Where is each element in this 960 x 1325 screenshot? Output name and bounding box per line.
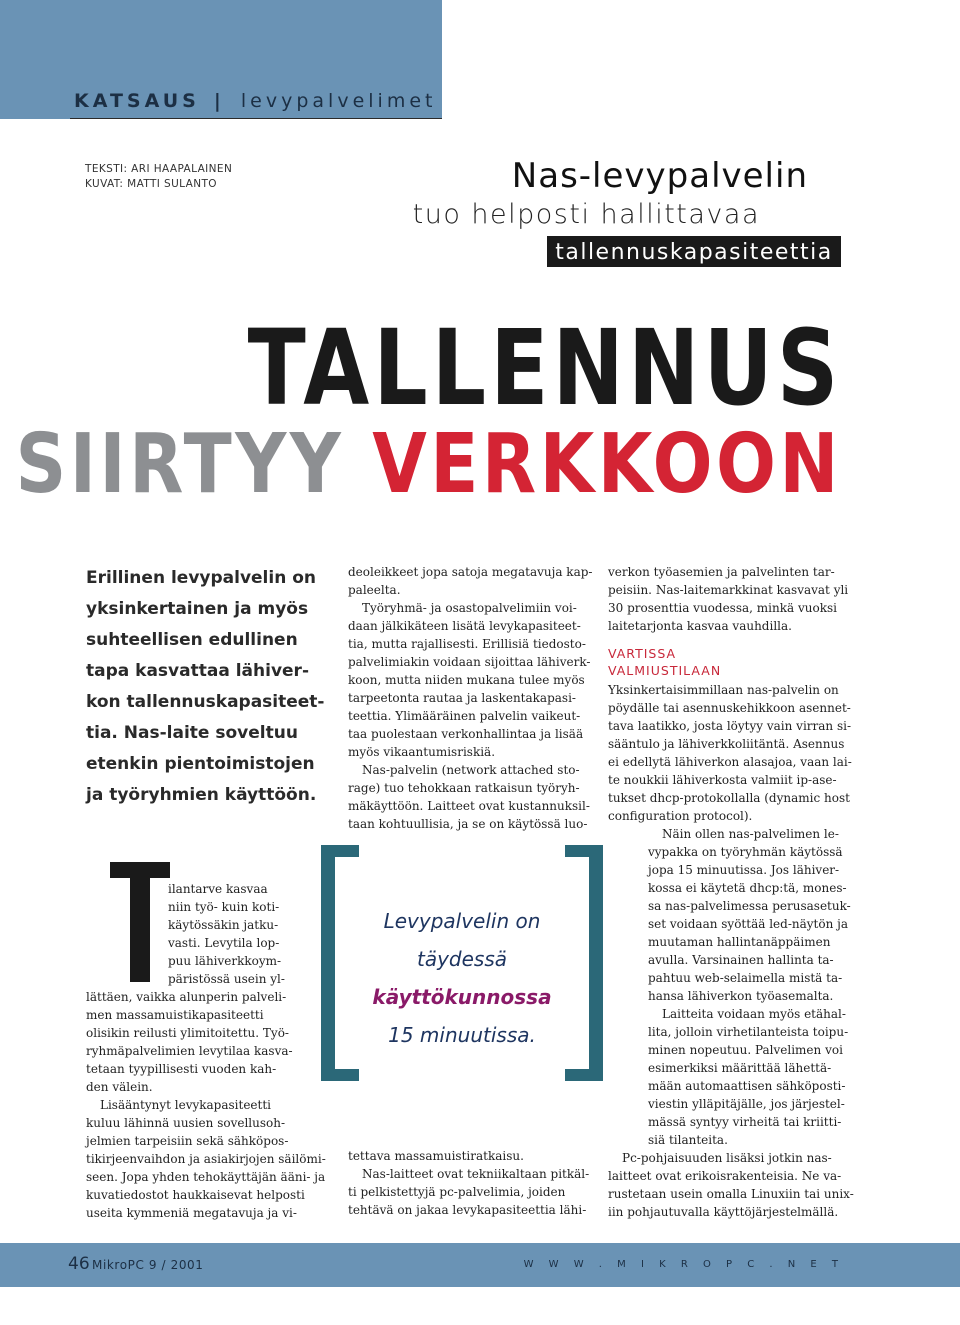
body-line: tukset dhcp-protokollalla (dynamic host	[608, 791, 850, 805]
body-line: Työryhmä- ja osastopalvelimiin voi-	[362, 601, 577, 615]
lead-line: yksinkertainen ja myös	[86, 599, 309, 619]
body-line: iin pohjautuvalla käyttöjärjestelmällä.	[608, 1205, 839, 1219]
body-line: mään automaattisen sähköposti-	[648, 1079, 846, 1093]
body-line: muutaman hallintanäppäimen	[648, 935, 831, 949]
pull-quote-highlight: käyttökunnossa	[372, 985, 552, 1009]
pull-quote-line: Levypalvelin on	[383, 909, 541, 933]
magazine-issue: MikroPC 9 / 2001	[92, 1258, 204, 1272]
section-label	[74, 90, 436, 112]
column-2	[348, 563, 593, 833]
lead-line: kon tallennuskapasiteet-	[86, 692, 325, 712]
article-subtitle-1: tuo helposti hallittavaa	[412, 199, 760, 230]
body-line: jopa 15 minuutissa. Jos lähiver-	[648, 863, 840, 877]
body-line: taan kohtuullisia, ja se on käytössä luo-	[348, 817, 588, 831]
subheading-line: VALMIUSTILAAN	[608, 663, 722, 678]
body-line: daan jälkikäteen lisätä levykapasiteet-	[348, 619, 581, 633]
body-line: koon, mutta niiden mukana tulee myös	[348, 673, 585, 687]
body-line: configuration protocol).	[608, 809, 753, 823]
lead-line: tapa kasvattaa lähiver-	[86, 661, 310, 681]
body-line: myös vikaantumisriskiä.	[348, 745, 496, 759]
section-topic: levypalvelimet	[240, 90, 437, 112]
body-line: päristössä usein yl-	[168, 972, 285, 986]
body-line: Lisääntynyt levykapasiteetti	[100, 1098, 272, 1112]
body-line: tikirjeenvaihdon ja asiakirjojen säilömi-	[86, 1152, 326, 1166]
body-line: tarpeetonta rautaa ja laskentakapasi-	[348, 691, 576, 705]
body-line: seen. Jopa yhden tehokäyttäjän ääni- ja	[86, 1170, 326, 1184]
body-line: tia, mutta rajallisesti. Erillisiä tiedosto-	[348, 637, 586, 651]
body-line: laitteet ovat erikoisrakenteisia. Ne va-	[608, 1169, 842, 1183]
body-line: ei edellytä lähiverkon alasajoa, vaan lai-	[608, 755, 852, 769]
body-line: Laitteita voidaan myös etähal-	[662, 1007, 846, 1021]
credit-photos: KUVAT: MATTI SULANTO	[85, 178, 217, 190]
article-subtitle-2: tallennuskapasiteettia	[547, 236, 841, 267]
body-line: niin työ- kuin koti-	[168, 900, 280, 914]
body-line: den välein.	[86, 1080, 153, 1094]
body-line: rage) tuo tehokkaan ratkaisun työryh-	[348, 781, 580, 795]
body-line: lättäen, vaikka alunperin palveli-	[86, 990, 287, 1004]
body-line: mässä syntyy virheitä tai kriitti-	[648, 1115, 842, 1129]
body-line: ti pelkistettyjä pc-palvelimia, joiden	[348, 1185, 566, 1199]
body-line: mäkäyttöön. Laitteet ovat kustannuksil-	[348, 799, 590, 813]
body-line: Nas-laitteet ovat tekniikaltaan pitkäl-	[362, 1167, 590, 1181]
header-rule	[70, 118, 442, 119]
body-line: lita, jolloin virhetilanteista toipu-	[648, 1025, 849, 1039]
body-line: taa puolestaan verkonhallintaa ja lisää	[348, 727, 584, 741]
website-link[interactable]: W W W . M I K R O P C . N E T	[523, 1259, 844, 1270]
body-line: sääntulo ja lähiverkkoliitäntä. Asennus	[608, 737, 845, 751]
column-3	[608, 563, 854, 1221]
column-1	[86, 880, 326, 1222]
body-line: tava laatikko, josta löytyy vain virran si-	[608, 719, 852, 733]
lead-line: Erillinen levypalvelin on	[86, 568, 317, 588]
body-line: ryhmäpalvelimien levytilaa kasva-	[86, 1044, 293, 1058]
pull-quote-line: täydessä	[416, 947, 508, 971]
body-line: teettia. Ylimääräinen palvelin vaikeut-	[348, 709, 581, 723]
body-line: ilantarve kasvaa	[168, 882, 268, 896]
body-line: useita kymmeniä megatavuja ja vi-	[86, 1206, 297, 1220]
body-line: men massamuistikapasiteetti	[86, 1008, 264, 1022]
body-line: te noukkii lähiverkosta valmiit ip-ase-	[608, 773, 837, 787]
big-headline-grey: SIIRTYY	[15, 417, 345, 512]
body-line: peisiin. Nas-laitemarkkinat kasvavat yli	[608, 583, 849, 597]
body-line: kuvatiedostot haukkaisevat helposti	[86, 1188, 305, 1202]
body-line: pahtuu web-selaimella mistä ta-	[648, 971, 843, 985]
body-line: viestin ylläpitäjälle, jos järjestel-	[648, 1097, 845, 1111]
body-line: tehtävä on jakaa levykapasiteettia lähi-	[348, 1203, 587, 1217]
section-separator: |	[213, 90, 221, 112]
body-line: käytössäkin jatku-	[168, 918, 279, 932]
body-line: olisikin reilusti ylimitoitettu. Työ-	[86, 1026, 289, 1040]
body-line: hansa lähiverkon työasemalta.	[648, 989, 834, 1003]
body-line: vasti. Levytila lop-	[168, 936, 280, 950]
column-2-continued	[348, 1147, 590, 1219]
body-line: 30 prosenttia vuodessa, minkä vuoksi	[608, 601, 837, 615]
big-headline-line2	[15, 417, 842, 512]
body-line: rustetaan usein omalla Linuxiin tai unix-	[608, 1187, 854, 1201]
body-line: avulla. Varsinainen hallinta ta-	[648, 953, 834, 967]
body-line: puu lähiverkkoym-	[168, 954, 282, 968]
body-line: palvelimiakin voidaan sijoittaa lähiverk-	[348, 655, 591, 669]
body-line: Näin ollen nas-palvelimen le-	[662, 827, 839, 841]
lead-line: etenkin pientoimistojen	[86, 754, 315, 774]
body-line: minen nopeutuu. Palvelimen voi	[648, 1043, 843, 1057]
body-line: tettava massamuistiratkaisu.	[348, 1149, 524, 1163]
body-line: Pc-pohjaisuuden lisäksi jotkin nas-	[622, 1151, 832, 1165]
lead-line: suhteellisen edullinen	[86, 630, 298, 650]
body-line: vypakka on työryhmän käytössä	[648, 845, 843, 859]
body-line: Nas-palvelin (network attached sto-	[362, 763, 580, 777]
body-line: jelmien tarpeisiin sekä sähköpos-	[86, 1134, 289, 1148]
body-line: laitetarjonta kasvaa vauhdilla.	[608, 619, 792, 633]
lead-line: ja työryhmien käyttöön.	[86, 785, 317, 805]
subheading-line: VARTISSA	[608, 646, 677, 661]
credits	[85, 162, 232, 192]
lead-paragraph	[86, 563, 326, 811]
subheading	[608, 645, 846, 679]
article-title: Nas-levypalvelin	[511, 156, 808, 196]
body-line: deoleikkeet jopa satoja megatavuja kap-	[348, 565, 593, 579]
body-line: verkon työasemien ja palvelinten tar-	[608, 565, 835, 579]
body-line: kossa ei käytetä dhcp:tä, mones-	[648, 881, 847, 895]
body-line: paleelta.	[348, 583, 401, 597]
pull-quote-line: 15 minuutissa.	[388, 1023, 536, 1047]
pull-quote	[362, 902, 562, 1054]
pull-quote-bracket-right	[565, 845, 603, 1081]
body-line: kuluu lähinnä uusien sovellusoh-	[86, 1116, 286, 1130]
body-line: tetaan tyypillisesti vuoden kah-	[86, 1062, 277, 1076]
body-line: esimerkiksi määrittää lähettä-	[648, 1061, 832, 1075]
body-line: siä tilanteita.	[648, 1133, 728, 1147]
body-line: set voidaan syöttää led-näytön ja	[648, 917, 849, 931]
body-line: sa nas-palvelimessa perusasetuk-	[648, 899, 851, 913]
pull-quote-bracket-left	[321, 845, 359, 1081]
page-number: 46	[68, 1254, 90, 1274]
lead-line: tia. Nas-laite soveltuu	[86, 723, 298, 743]
big-headline-red: VERKKOON	[372, 417, 842, 512]
body-line: Yksinkertaisimmillaan nas-palvelin on	[608, 683, 839, 697]
big-headline-line1: TALLENNUS	[247, 307, 842, 429]
credit-text: TEKSTI: ARI HAAPALAINEN	[85, 163, 233, 175]
body-line: pöydälle tai asennuskehikkoon asennet-	[608, 701, 851, 715]
section-name: KATSAUS	[74, 90, 200, 112]
